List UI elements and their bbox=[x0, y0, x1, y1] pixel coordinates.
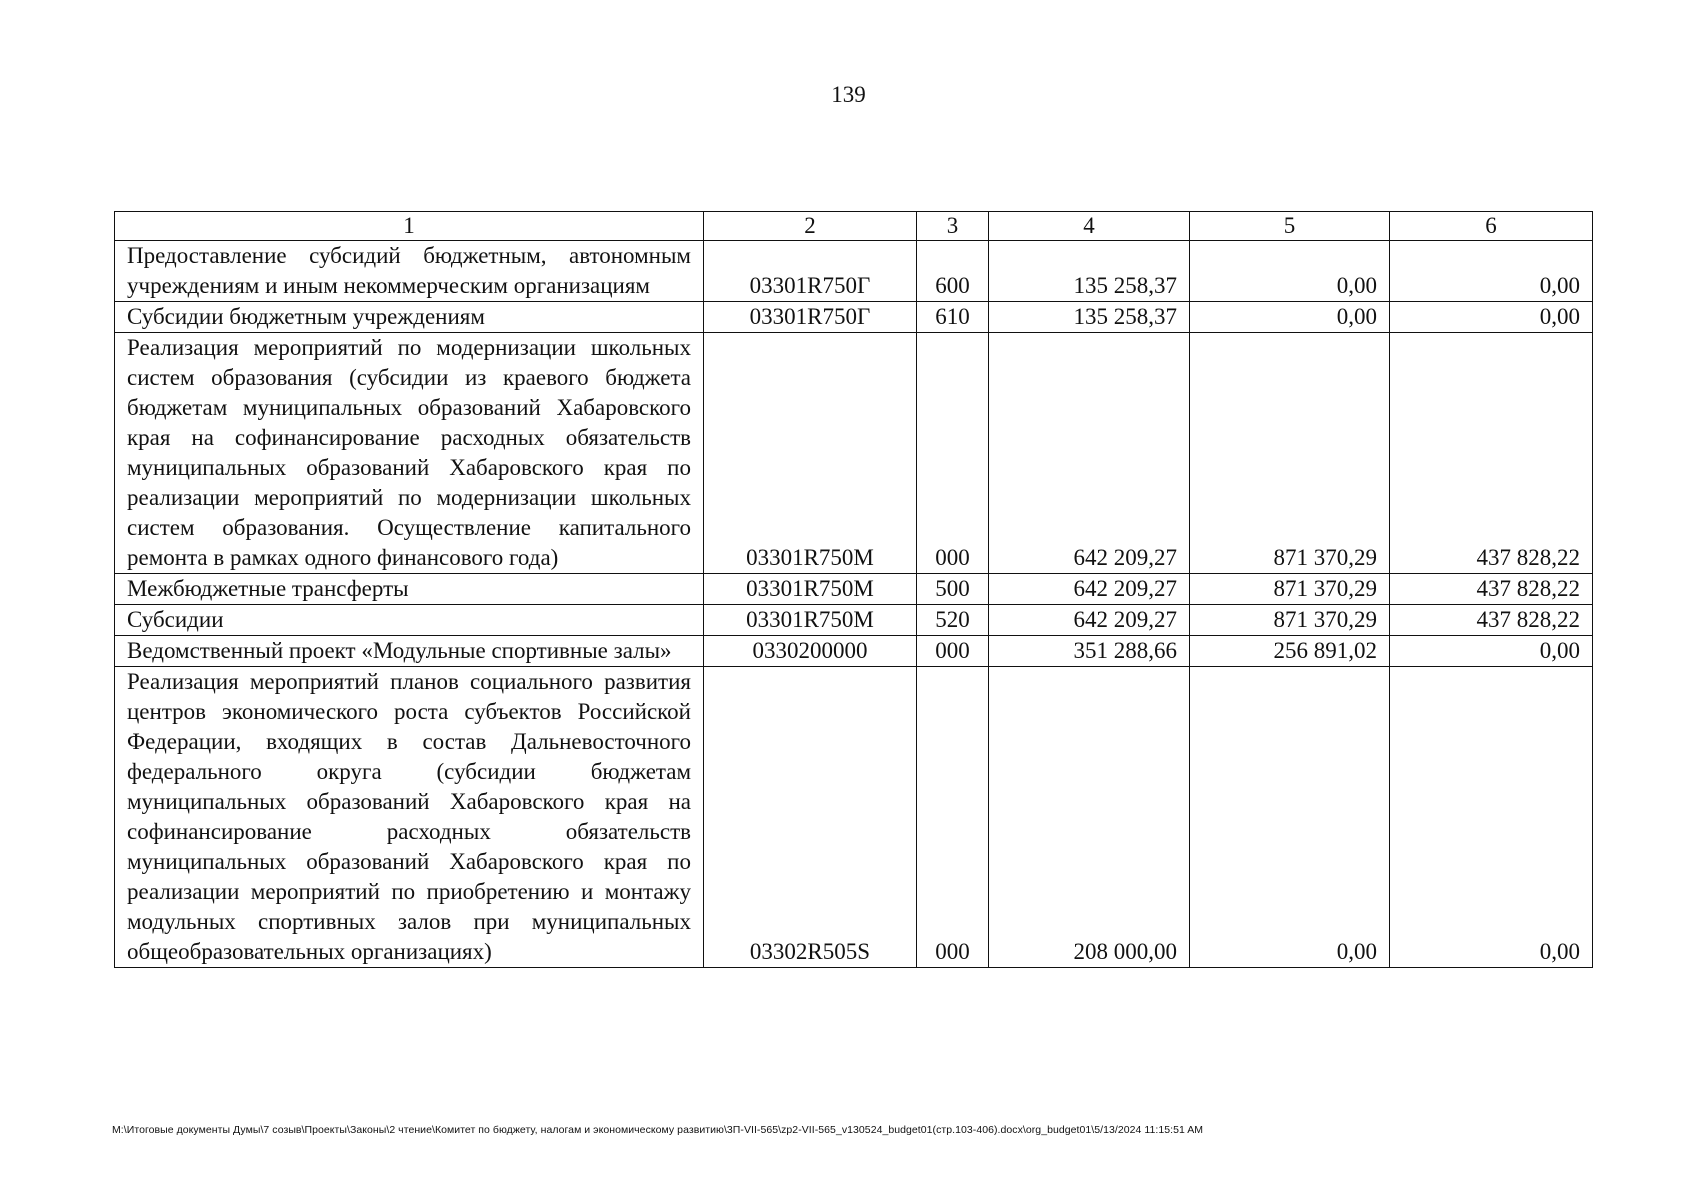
row-value-6: 0,00 bbox=[1390, 302, 1593, 333]
row-type: 000 bbox=[917, 636, 989, 667]
row-type: 500 bbox=[917, 574, 989, 605]
row-description: Межбюджетные трансферты bbox=[115, 574, 704, 605]
row-value-6: 437 828,22 bbox=[1390, 605, 1593, 636]
row-type: 000 bbox=[917, 667, 989, 968]
row-code: 03301R750M bbox=[704, 333, 917, 574]
table-row bbox=[115, 241, 1593, 302]
row-code: 03301R750Г bbox=[704, 302, 917, 333]
row-value-4: 208 000,00 bbox=[989, 667, 1190, 968]
table-header-row bbox=[115, 212, 1593, 241]
row-value-4: 642 209,27 bbox=[989, 333, 1190, 574]
table-row bbox=[115, 333, 1593, 574]
row-value-5: 256 891,02 bbox=[1190, 636, 1390, 667]
row-description: Ведомственный проект «Модульные спортивные залы» bbox=[115, 636, 704, 667]
row-code: 03301R750M bbox=[704, 574, 917, 605]
row-description: Субсидии bbox=[115, 605, 704, 636]
row-code: 03301R750M bbox=[704, 605, 917, 636]
row-value-6: 0,00 bbox=[1390, 636, 1593, 667]
row-code: 03301R750Г bbox=[704, 241, 917, 302]
row-value-4: 351 288,66 bbox=[989, 636, 1190, 667]
row-value-5: 871 370,29 bbox=[1190, 333, 1390, 574]
row-value-5: 871 370,29 bbox=[1190, 574, 1390, 605]
column-header-1: 1 bbox=[115, 212, 704, 241]
column-header-5: 5 bbox=[1190, 212, 1390, 241]
row-type: 600 bbox=[917, 241, 989, 302]
row-value-4: 642 209,27 bbox=[989, 605, 1190, 636]
row-description: Субсидии бюджетным учреждениям bbox=[115, 302, 704, 333]
row-code: 0330200000 bbox=[704, 636, 917, 667]
row-type: 520 bbox=[917, 605, 989, 636]
table-row bbox=[115, 302, 1593, 333]
row-value-5: 871 370,29 bbox=[1190, 605, 1390, 636]
row-value-5: 0,00 bbox=[1190, 667, 1390, 968]
row-description: Предоставление субсидий бюджетным, автономным учреждениям и иным некоммерческим организациям bbox=[115, 241, 704, 302]
row-description: Реализация мероприятий по модернизации школьных систем образования (субсидии из краевого бюджета бюджетам муниципальных образований Хабаровского края на софинансирование расходных обязательств муниципальных образований Хабаровского края по реализации мероприятий по модернизации школьных систем образования. Осуществление капитального ремонта в рамках одного финансового года) bbox=[115, 333, 704, 574]
column-header-2: 2 bbox=[704, 212, 917, 241]
row-value-5: 0,00 bbox=[1190, 302, 1390, 333]
row-value-6: 437 828,22 bbox=[1390, 333, 1593, 574]
row-value-6: 0,00 bbox=[1390, 667, 1593, 968]
column-header-6: 6 bbox=[1390, 212, 1593, 241]
table-row bbox=[115, 636, 1593, 667]
row-description: Реализация мероприятий планов социального развития центров экономического роста субъектов Российской Федерации, входящих в состав Дальневосточного федерального округа (субсидии бюджетам муниципальных образований Хабаровского края на софинансирование расходных обязательств муниципальных образований Хабаровского края по реализации мероприятий по приобретению и монтажу модульных спортивных залов при муниципальных общеобразовательных организациях) bbox=[115, 667, 704, 968]
document-file-path-footer: M:\Итоговые документы Думы\7 созыв\Проекты\Законы\2 чтение\Комитет по бюджету, налогам и экономическому развитию\3П-VII-565\zp2-VII-565_v130524_budget01(стр.103-406).docx\org_budget01\5/13/2024 11:15:51 AM bbox=[112, 1124, 1204, 1136]
row-value-6: 0,00 bbox=[1390, 241, 1593, 302]
page-number: 139 bbox=[831, 82, 866, 107]
column-header-4: 4 bbox=[989, 212, 1190, 241]
row-value-6: 437 828,22 bbox=[1390, 574, 1593, 605]
table-row bbox=[115, 605, 1593, 636]
row-type: 610 bbox=[917, 302, 989, 333]
row-type: 000 bbox=[917, 333, 989, 574]
row-value-4: 642 209,27 bbox=[989, 574, 1190, 605]
row-value-4: 135 258,37 bbox=[989, 302, 1190, 333]
row-value-4: 135 258,37 bbox=[989, 241, 1190, 302]
table-row bbox=[115, 667, 1593, 968]
row-value-5: 0,00 bbox=[1190, 241, 1390, 302]
table-row bbox=[115, 574, 1593, 605]
budget-table bbox=[114, 211, 1593, 968]
column-header-3: 3 bbox=[917, 212, 989, 241]
row-code: 03302R505S bbox=[704, 667, 917, 968]
